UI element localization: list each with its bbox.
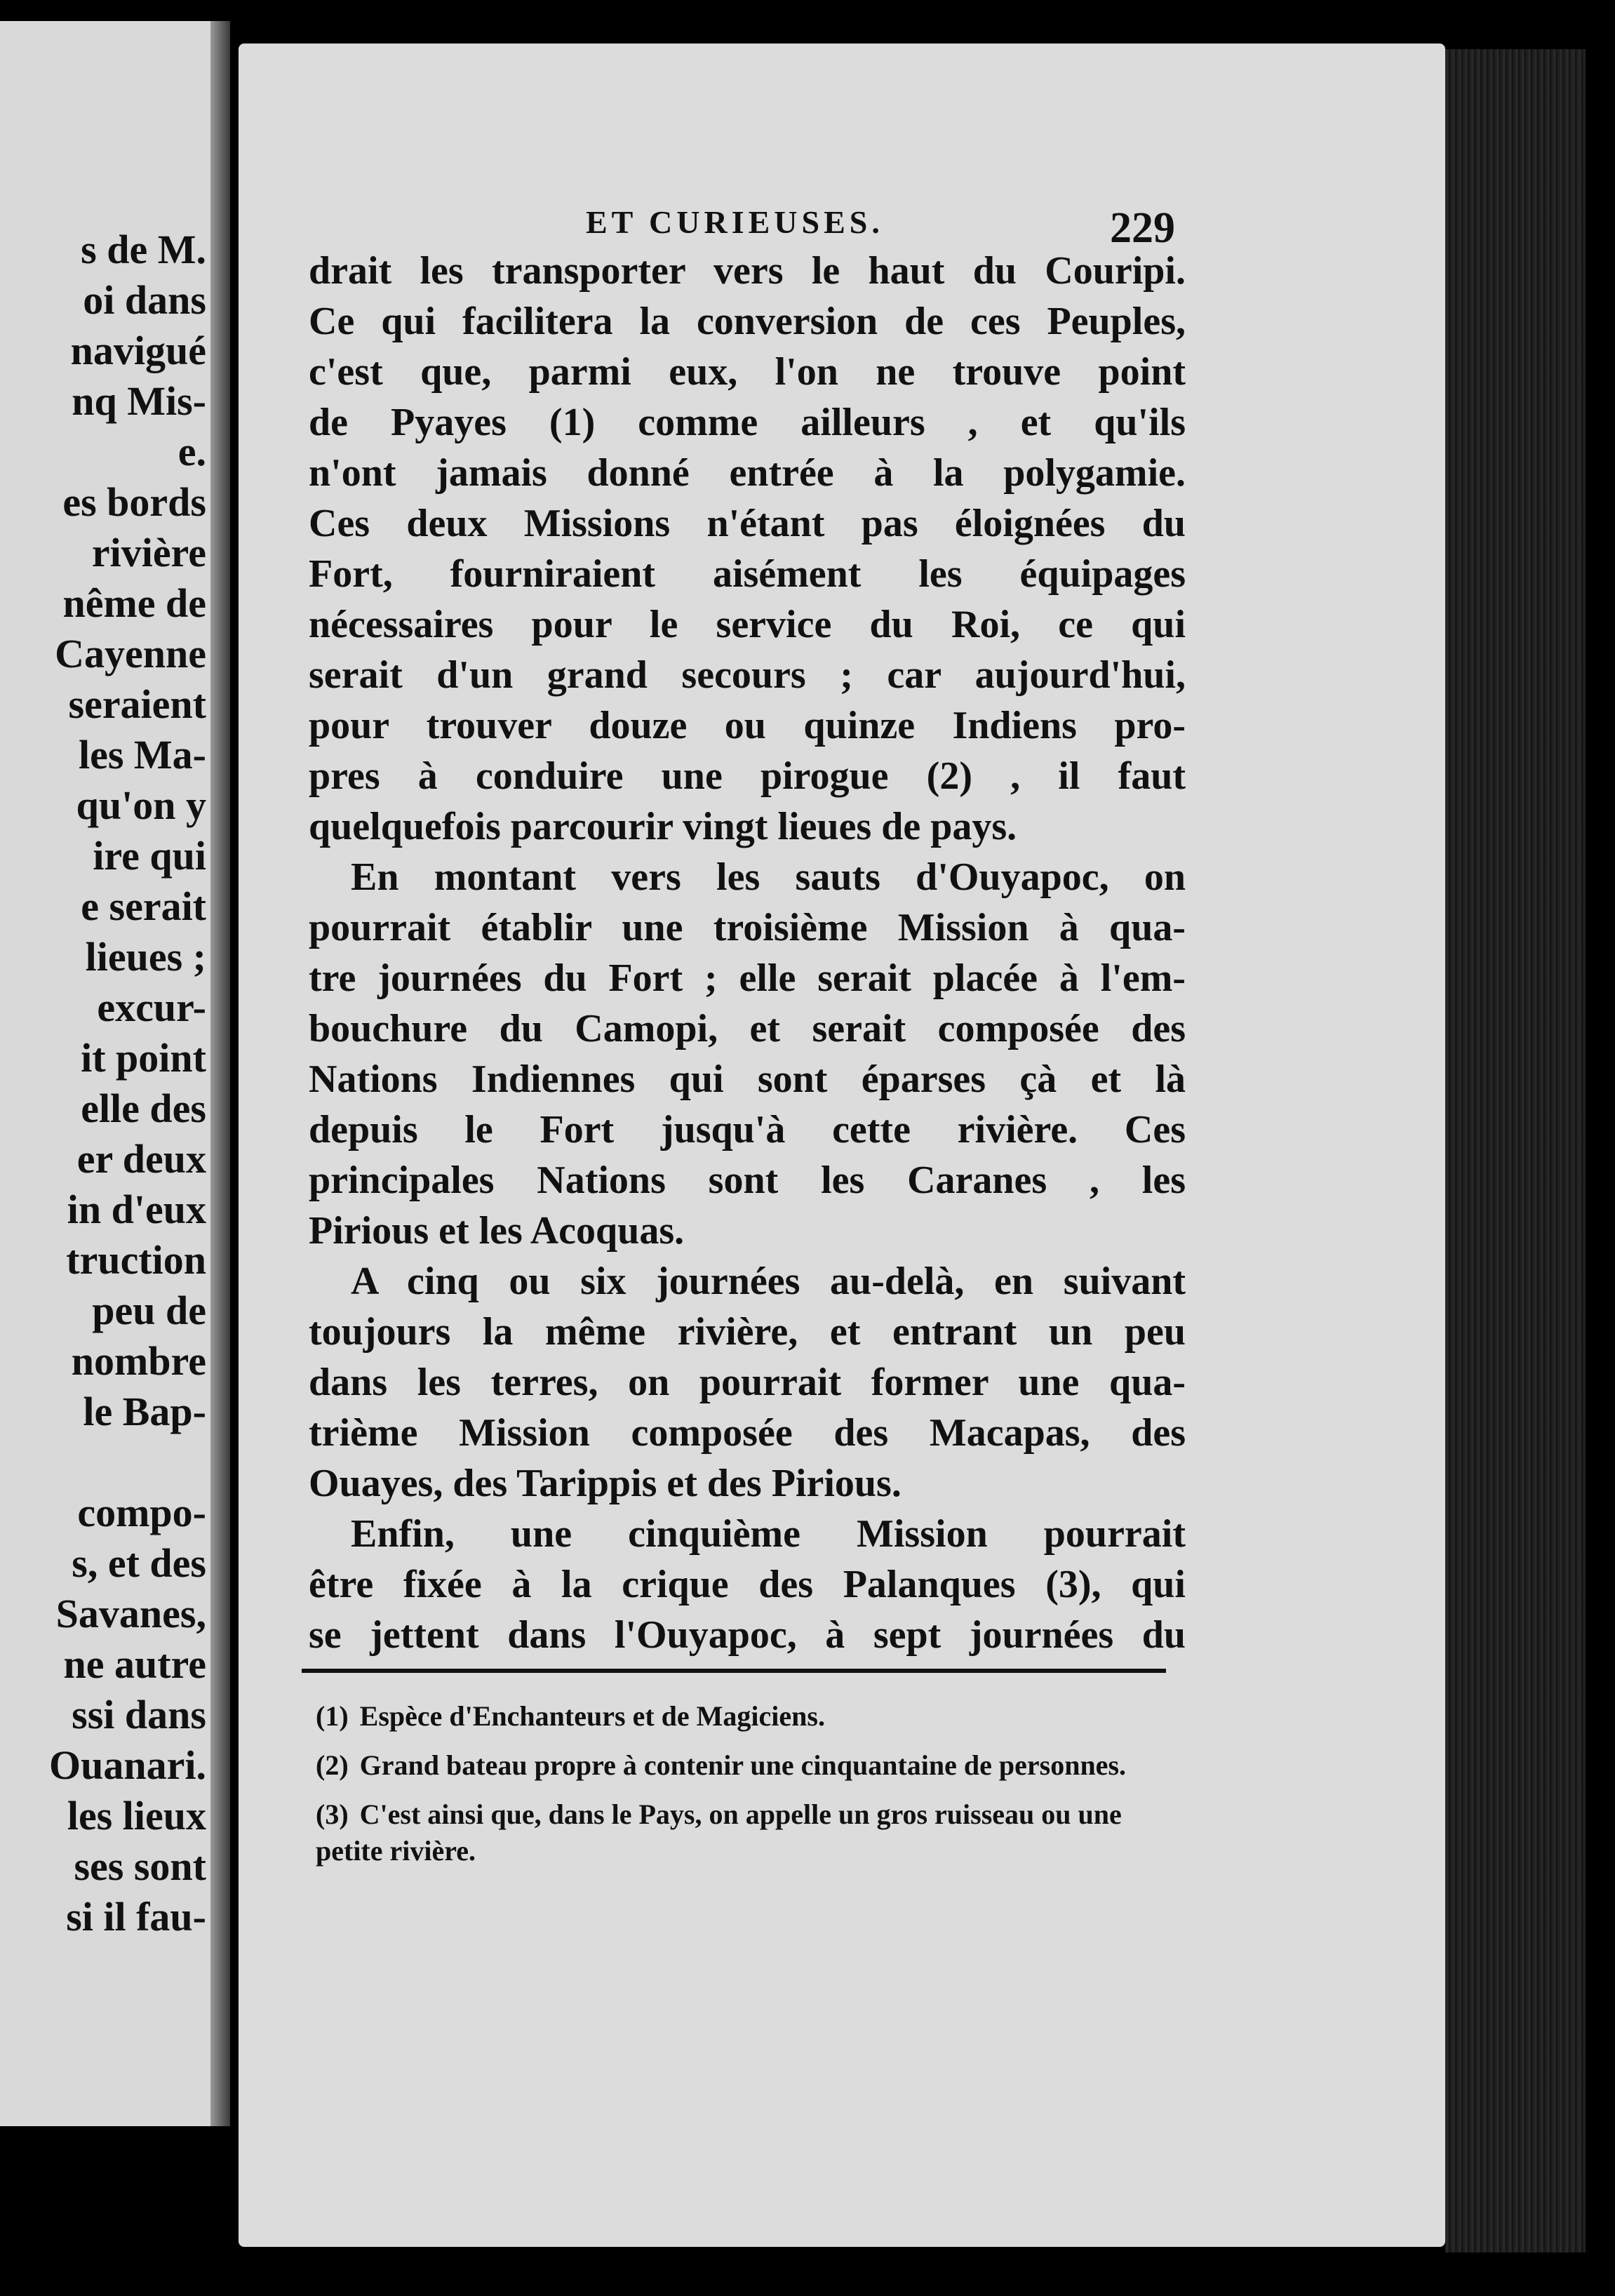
facing-line: es bords (62, 479, 206, 525)
text-line: principales Nations sont les Caranes , les (309, 1159, 1186, 1202)
text-line: se jettent dans l'Ouyapoc, à sept journées du (309, 1613, 1186, 1657)
facing-line: nq Mis- (72, 378, 206, 424)
facing-line: les lieux (67, 1793, 206, 1838)
text-line: pour trouver douze ou quinze Indiens pro- (309, 704, 1186, 747)
text-line: nécessaires pour le service du Roi, ce qui (309, 603, 1186, 646)
footnote-mark: (1) (316, 1700, 349, 1732)
text-line: toujours la même rivière, et entrant un peu (309, 1310, 1186, 1354)
footnote-mark: (3) (316, 1798, 349, 1830)
facing-line: in d'eux (67, 1187, 206, 1232)
facing-line: ses sont (74, 1843, 206, 1889)
body-text (309, 246, 1186, 1660)
facing-line (0, 1437, 206, 1488)
facing-page-text (0, 225, 206, 1942)
facing-line: s, et des (72, 1540, 206, 1586)
facing-line: e serait (81, 883, 206, 929)
footnote (316, 1747, 1179, 1784)
facing-line: ire qui (93, 833, 206, 879)
footnote (316, 1796, 1179, 1869)
text-line: tre journées du Fort ; elle serait placée à l'em- (309, 956, 1186, 1000)
text-line: pres à conduire une pirogue (2) , il faut (309, 754, 1186, 798)
running-head: ET CURIEUSES. (586, 204, 884, 240)
facing-line: lieues ; (85, 934, 206, 980)
facing-line: Savanes, (55, 1591, 206, 1636)
text-line: Ces deux Missions n'étant pas éloignées du (309, 502, 1186, 545)
text-line: Pirious et les Acoquas. (309, 1209, 685, 1253)
footnotes (316, 1698, 1179, 1882)
text-line: drait les transporter vers le haut du Couripi. (309, 249, 1186, 293)
facing-line: ne autre (63, 1641, 206, 1687)
text-line: bouchure du Camopi, et serait composée des (309, 1007, 1186, 1050)
facing-line: compo- (77, 1490, 206, 1535)
text-line: Enfin, une cinquième Mission pourrait (351, 1512, 1186, 1556)
facing-line: excur- (97, 985, 206, 1030)
facing-line: nombre (71, 1338, 206, 1384)
text-line: Nations Indiennes qui sont éparses çà et là (309, 1057, 1186, 1101)
footnote-text: Grand bateau propre à contenir une cinquantaine de personnes. (359, 1749, 1127, 1781)
page-number: 229 (1110, 204, 1175, 252)
book-gutter (210, 21, 230, 2126)
facing-line: Ouanari. (49, 1742, 206, 1788)
text-line: Ce qui facilitera la conversion de ces Peuples, (309, 300, 1186, 343)
facing-line: oi dans (83, 277, 206, 323)
text-line: de Pyayes (1) comme ailleurs , et qu'ils (309, 401, 1186, 444)
text-line: être fixée à la crique des Palanques (3), qui (309, 1563, 1186, 1606)
facing-line: qu'on y (76, 782, 206, 828)
facing-line: ssi dans (72, 1692, 206, 1737)
text-line: c'est que, parmi eux, l'on ne trouve point (309, 350, 1186, 394)
facing-line: nême de (62, 580, 206, 626)
text-line: pourrait établir une troisième Mission à qua- (309, 906, 1186, 949)
facing-line: seraient (68, 681, 206, 727)
facing-line: peu de (92, 1288, 206, 1333)
text-line: quelquefois parcourir vingt lieues de pays. (309, 805, 1017, 848)
text-line: trième Mission composée des Macapas, des (309, 1411, 1186, 1455)
text-line: serait d'un grand secours ; car aujourd'hui, (309, 653, 1186, 697)
facing-line: s de M. (81, 227, 206, 272)
book-page-edges (1445, 49, 1586, 2252)
facing-line: truction (66, 1237, 206, 1283)
facing-line: rivière (91, 530, 206, 575)
footnote-rule (302, 1669, 1166, 1673)
footnote (316, 1698, 1179, 1735)
facing-line: e. (177, 429, 206, 474)
text-line: depuis le Fort jusqu'à cette rivière. Ces (309, 1108, 1186, 1152)
facing-line: les Ma- (79, 732, 206, 777)
text-line: n'ont jamais donné entrée à la polygamie. (309, 451, 1186, 495)
facing-page-left (0, 21, 210, 2126)
facing-line: navigué (70, 328, 206, 373)
facing-line: it point (81, 1035, 206, 1081)
text-line: Ouayes, des Tarippis et des Pirious. (309, 1462, 902, 1505)
text-line: Fort, fourniraient aisément les équipages (309, 552, 1186, 596)
text-line: A cinq ou six journées au-delà, en suivant (351, 1260, 1186, 1303)
footnote-mark: (2) (316, 1749, 349, 1781)
facing-line: er deux (76, 1136, 206, 1182)
text-line: dans les terres, on pourrait former une qua- (309, 1361, 1186, 1404)
text-line: En montant vers les sauts d'Ouyapoc, on (351, 855, 1186, 899)
facing-line: Cayenne (55, 631, 206, 676)
footnote-text: C'est ainsi que, dans le Pays, on appelle un gros ruisseau ou une petite rivière. (316, 1798, 1122, 1867)
footnote-text: Espèce d'Enchanteurs et de Magiciens. (359, 1700, 825, 1732)
facing-line: elle des (81, 1086, 206, 1131)
facing-line: si il fau- (66, 1894, 206, 1940)
facing-line: le Bap- (83, 1389, 206, 1434)
